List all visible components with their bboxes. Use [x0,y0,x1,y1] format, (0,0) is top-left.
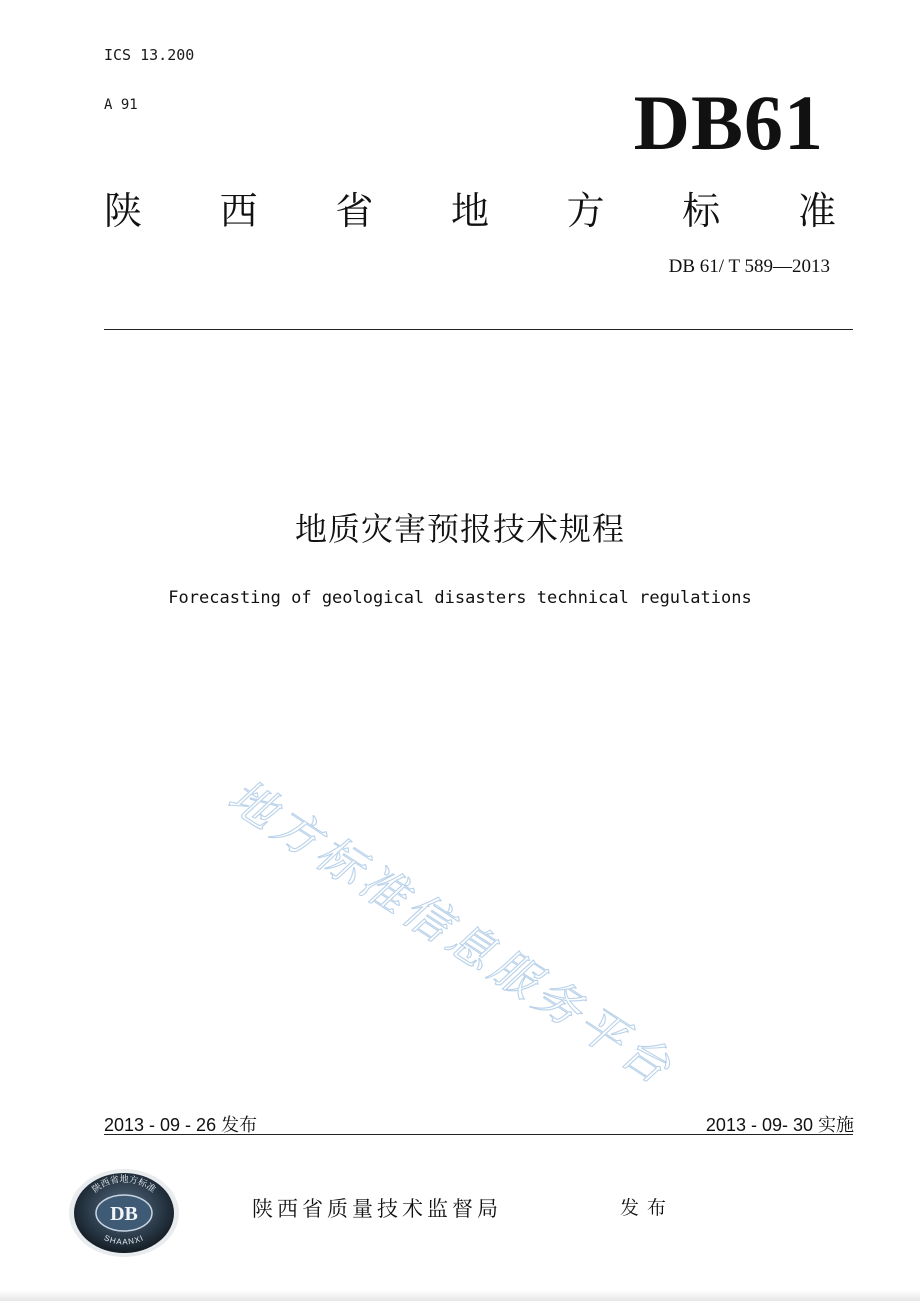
watermark-char: 务 [524,966,593,1037]
issue-date: 2013 - 09 - 26 发布 [104,1115,258,1135]
standard-type-char: 准 [797,189,836,233]
standard-type-char: 标 [682,189,721,233]
watermark-char: 地 [218,768,287,839]
publisher: 陕西省质量技术监督局 [252,1197,502,1221]
standard-type-char: 省 [335,189,374,233]
title-chinese: 地质灾害预报技术规程 [294,510,625,548]
watermark-char: 平 [567,994,636,1066]
watermark-char: 服 [480,938,549,1009]
db-mark: DB61 [633,79,824,166]
watermark-char: 方 [262,796,331,868]
seal-center-text: DB [110,1203,138,1225]
implement-date: 2013 - 09- 30 实施 [705,1115,854,1135]
standard-number: DB 61/ T 589—2013 [668,256,830,277]
standard-type [104,180,836,235]
classification-code: A 91 [104,97,138,113]
seal-bottom-text: SHAANXI [102,1233,146,1247]
publish-word: 发布 [620,1197,675,1219]
ics-code: ICS 13.200 [104,46,195,64]
standard-type-char: 方 [566,189,605,233]
standard-type-char: 西 [219,189,258,233]
seal-logo [64,1166,184,1260]
title-english: Forecasting of geological disasters technical regulations [168,588,752,608]
watermark-char: 准 [349,853,418,924]
seal-top-text: 陕西省地方标准 [90,1175,158,1196]
scan-shadow [0,1290,920,1301]
standard-type-char: 地 [450,189,489,233]
header-divider [104,329,853,330]
watermark-char: 标 [306,825,375,896]
standard-type-char: 陕 [104,189,143,233]
watermark-char: 息 [437,909,506,981]
watermark [218,760,790,1100]
watermark-char: 信 [393,881,462,953]
date-divider [104,1134,853,1135]
watermark-char: 台 [611,1023,680,1094]
